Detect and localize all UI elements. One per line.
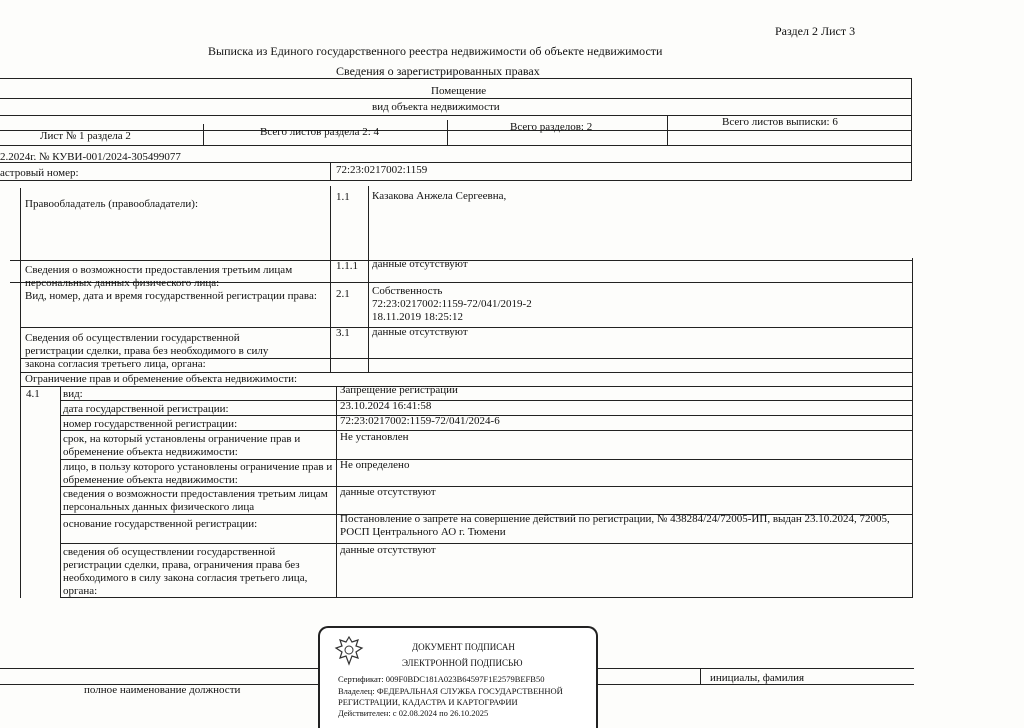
right-holder-num: 1.1 (336, 191, 350, 203)
cadastral-label: астровый номер: (0, 167, 79, 179)
extract-date-number: 2.2024г. № КУВИ-001/2024-305499077 (0, 151, 181, 163)
registration-right-datetime: 18.11.2019 18:25:12 (372, 311, 463, 323)
stamp-title-line2: ЭЛЕКТРОННОЙ ПОДПИСЬЮ (402, 658, 523, 668)
enc-consent-label: сведения об осуществлении государственной регистрации сделки, права, ограничения права без необходимого в силу закона согласия третьего лица, органа: (63, 546, 308, 597)
transaction-consent-num: 3.1 (336, 327, 350, 339)
cadastral-number: 72:23:0217002:1159 (336, 164, 428, 176)
initials-label: инициалы, фамилия (710, 672, 805, 684)
right-holder-name: Казакова Анжела Сергеевна, (372, 190, 507, 202)
section-sheet-number: Раздел 2 Лист 3 (775, 24, 856, 38)
encumbrance-heading: Ограничение прав и обременение объекта недвижимости: (25, 373, 298, 385)
stamp-title-line1: ДОКУМЕНТ ПОДПИСАН (412, 642, 515, 652)
position-label: полное наименование должности (84, 684, 241, 696)
stamp-certificate: Сертификат: 009F0BDC181A023B64597F1E2579BEFB50 (338, 674, 545, 684)
document-subtitle: Сведения о зарегистрированных правах (336, 64, 540, 78)
transaction-consent-value: данные отсутствуют (372, 326, 468, 338)
enc-beneficiary-label: лицо, в пользу которого установлены ограничение прав и обременение объекта недвижимости: (63, 461, 333, 486)
stamp-owner-line1: Владелец: ФЕДЕРАЛЬНАЯ СЛУЖБА ГОСУДАРСТВЕННОЙ (338, 686, 563, 696)
document-title: Выписка из Единого государственного реестра недвижимости об объекте недвижимости (208, 44, 663, 58)
enc-type-label: вид: (63, 388, 83, 400)
enc-type-value: Запрещение регистрации (340, 384, 458, 396)
enc-term-label: срок, на который установлены ограничение прав и обременение объекта недвижимости: (63, 433, 301, 458)
enc-number-label: номер государственной регистрации: (63, 418, 238, 430)
enc-beneficiary-value: Не определено (340, 459, 410, 471)
personal-data-label: Сведения о возможности предоставления третьим лицам персональных данных физического лица: (25, 264, 293, 289)
enc-personal-data-value: данные отсутствуют (340, 486, 436, 498)
enc-date-label: дата государственной регистрации: (63, 403, 229, 415)
object-type-value: Помещение (431, 85, 487, 97)
personal-data-num: 1.1.1 (336, 260, 358, 272)
enc-personal-data-label: сведения о возможности предоставления третьим лицам персональных данных физического лица (63, 488, 328, 513)
sheet-of-section: Лист № 1 раздела 2 (40, 130, 131, 142)
transaction-consent-label: Сведения об осуществлении государственной регистрации сделки, права без необходимого в силу закона согласия третьего лица, органа: (25, 332, 269, 370)
enc-date-value: 23.10.2024 16:41:58 (340, 400, 432, 412)
encumbrance-num: 4.1 (26, 388, 40, 400)
registration-right-number: 72:23:0217002:1159-72/041/2019-2 (372, 298, 532, 310)
electronic-signature-stamp (318, 626, 598, 728)
personal-data-value: данные отсутствуют (372, 258, 468, 270)
stamp-owner-line2: РЕГИСТРАЦИИ, КАДАСТРА И КАРТОГРАФИИ (338, 697, 518, 707)
right-holder-label: Правообладатель (правообладатели): (25, 198, 199, 210)
enc-number-value: 72:23:0217002:1159-72/041/2024-6 (340, 415, 500, 427)
registration-right-num: 2.1 (336, 288, 350, 300)
enc-basis-label: основание государственной регистрации: (63, 518, 258, 530)
total-sections: Всего разделов: 2 (510, 121, 593, 133)
total-sheets-extract: Всего листов выписки: 6 (722, 116, 838, 128)
object-type-label: вид объекта недвижимости (372, 101, 500, 113)
registration-right-label: Вид, номер, дата и время государственной регистрации права: (25, 290, 317, 302)
enc-basis-value: Постановление о запрете на совершение действий по регистрации, № 438284/24/72005-ИП, выдан 23.10.2024, 72005, РОСП Центрального АО г. Тюмени (340, 513, 890, 538)
total-sheets-section: Всего листов раздела 2: 4 (260, 126, 380, 138)
eagle-emblem-icon (334, 634, 364, 668)
registration-right-type: Собственность (372, 285, 443, 297)
enc-term-value: Не установлен (340, 431, 409, 443)
stamp-validity: Действителен: с 02.08.2024 по 26.10.2025 (338, 708, 489, 718)
enc-consent-value: данные отсутствуют (340, 544, 436, 556)
